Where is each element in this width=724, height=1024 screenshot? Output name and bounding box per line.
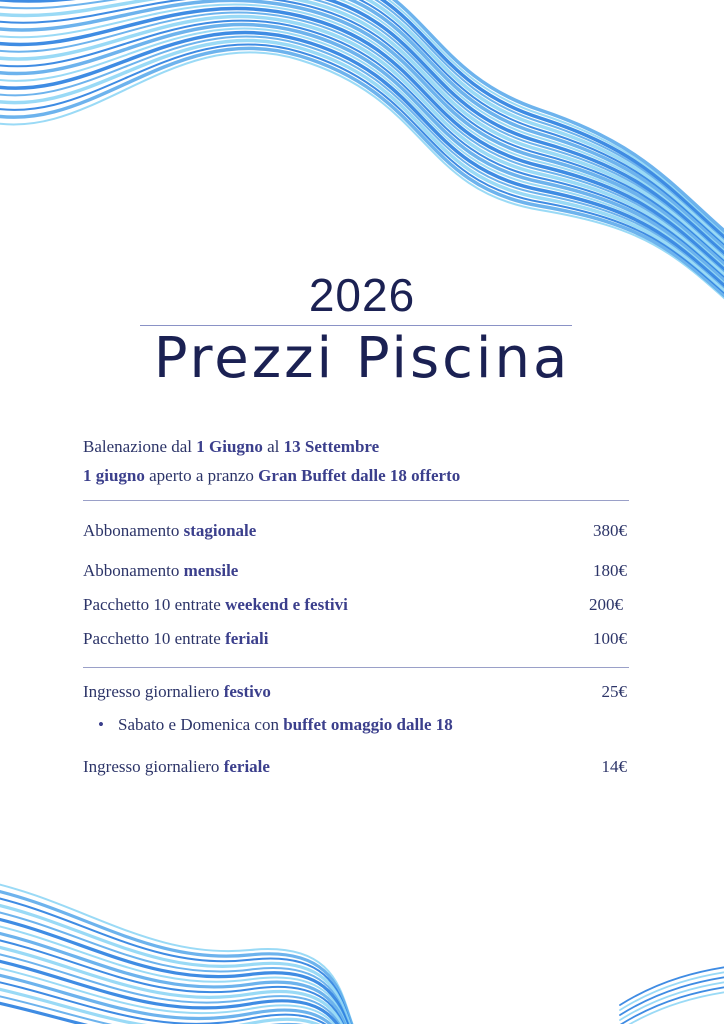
price-row: [83, 629, 629, 653]
price-value: 180€: [593, 561, 627, 580]
season-label: Balenazione dal: [83, 437, 197, 456]
price-value: 200€: [589, 595, 623, 614]
divider-top: [83, 500, 629, 501]
season-mid: al: [262, 437, 284, 456]
corner-wave-pattern: [620, 965, 724, 1024]
price-label: Abbonamento mensile: [83, 561, 239, 580]
bullet-note: [98, 715, 453, 735]
buffet-highlight: Gran Buffet dalle 18 offerto: [258, 466, 461, 485]
price-label: Pacchetto 10 entrate feriali: [83, 629, 269, 648]
opening-text: aperto a pranzo: [144, 466, 259, 485]
season-start-date: 1 Giugno: [196, 437, 263, 456]
price-label: Pacchetto 10 entrate weekend e festivi: [83, 595, 348, 614]
price-label: Ingresso giornaliero festivo: [83, 682, 271, 701]
price-value: 25€: [601, 682, 627, 701]
season-dates-line: [83, 437, 379, 457]
bullet-icon: •: [98, 715, 104, 734]
price-value: 100€: [593, 629, 627, 648]
year-heading: 2026: [308, 269, 416, 321]
divider-middle: [83, 667, 629, 668]
price-row: [83, 682, 629, 706]
bullet-text: Sabato e Domenica con: [118, 715, 284, 734]
price-row: [83, 757, 629, 781]
opening-line: [83, 466, 460, 486]
price-label: Ingresso giornaliero feriale: [83, 757, 270, 776]
season-end-date: 13 Settembre: [283, 437, 380, 456]
price-row: [83, 595, 629, 619]
price-value: 380€: [593, 521, 627, 540]
page-title: Prezzi Piscina: [153, 326, 571, 391]
price-value: 14€: [601, 757, 627, 776]
price-row: [83, 521, 629, 545]
opening-date: 1 giugno: [83, 466, 145, 485]
bullet-highlight: buffet omaggio dalle 18: [283, 715, 453, 734]
bottom-wave-pattern: [0, 880, 360, 1024]
price-label: Abbonamento stagionale: [83, 521, 257, 540]
price-row: [83, 561, 629, 585]
